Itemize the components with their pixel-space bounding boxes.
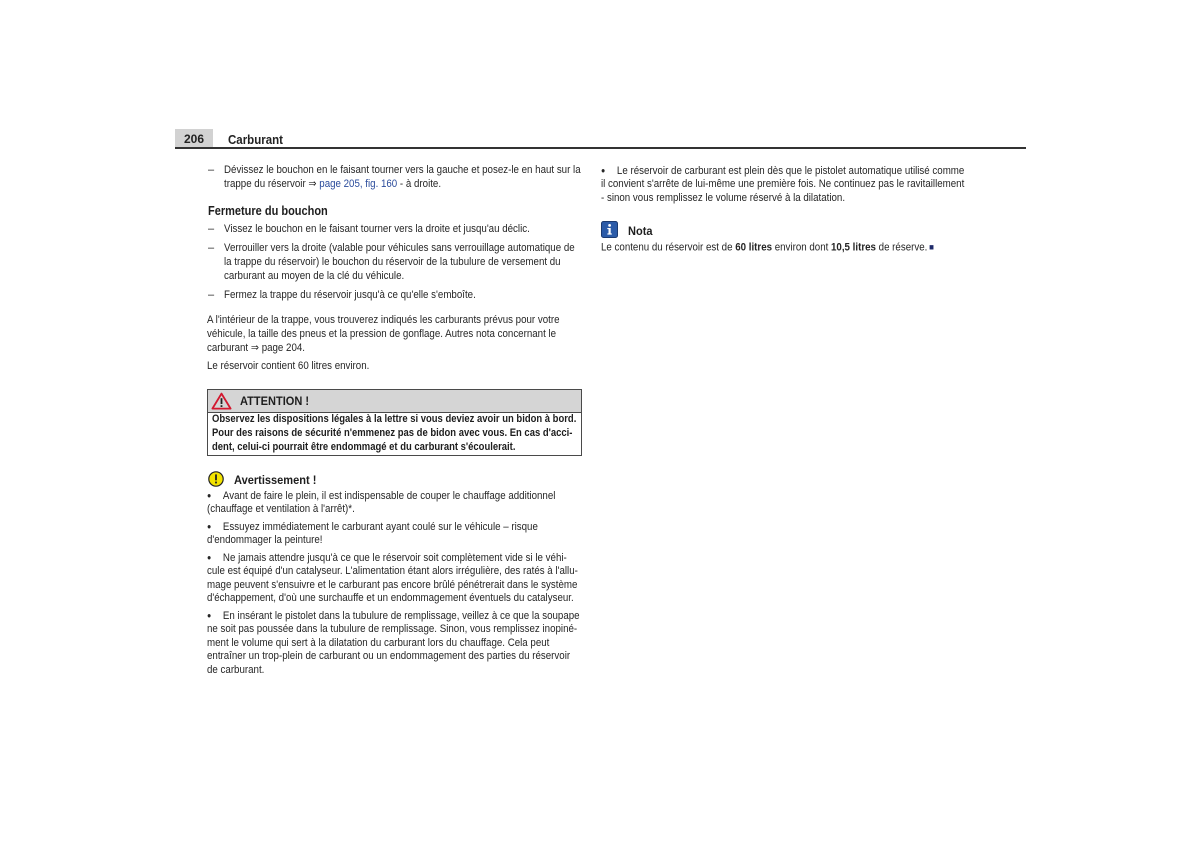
text-segment: Essuyez immédiatement le carburant ayant coulé sur le véhicule – risque [222,521,538,533]
end-of-section-mark: ■ [929,242,934,252]
text-line: entraîner un trop-plein de carburant ou un endommagement des parties du réservoir [207,650,571,663]
text-line [207,520,539,534]
text-line: d'échappement, d'où une surchauffe et un endommagement éventuels du catalyseur. [207,592,574,605]
text-line [207,609,580,623]
text-line: Vissez le bouchon en le faisant tourner vers la droite et jusqu'au déclic. [224,223,530,235]
text-line: cule est équipé d'un catalyseur. L'alimentation étant alors irrégulière, des ratés à l'allu- [207,564,578,577]
text-segment: Le contenu du réservoir est de [601,241,736,254]
cross-reference-link[interactable]: page 205, fig. 160 [319,177,398,190]
text-segment: trappe du réservoir ⇒ [224,177,320,190]
page-number: 206 [175,129,213,148]
text-segment: environ dont [772,241,832,254]
text-line: de carburant. [207,664,265,676]
text-segment: En insérant le pistolet dans la tubulure de remplissage, veillez à ce que la soupape [222,610,580,622]
closing-step [207,242,582,283]
text-line: ment le volume qui sert à la dilatation du carburant lors du chauffage. Cela peut [207,636,550,649]
bullet-marker: ● [207,522,212,531]
bullet-marker: ● [207,491,212,500]
attention-box [207,389,582,456]
step-dash: – [208,223,215,235]
text-line: d'endommager la peinture! [207,533,323,546]
reserve-capacity-value: 10,5 litres [831,241,876,254]
text-segment: Avant de faire le plein, il est indispensable de couper le chauffage additionnel [222,490,556,502]
caution-title: Avertissement ! [234,473,317,487]
closing-step [207,223,582,237]
note-title: Nota [628,224,653,238]
capacity-paragraph [207,360,582,374]
note-paragraph [601,241,976,255]
text-line: la trappe du réservoir) le bouchon du réservoir de la tubulure de versement du [224,255,561,268]
caution-bullet [207,520,582,548]
caution-exclamation-icon [208,471,224,487]
bullet-marker: ● [207,611,212,620]
text-line [601,241,933,255]
text-line: Fermez la trappe du réservoir jusqu'à ce qu'elle s'emboîte. [224,289,476,301]
caution-bullet [207,489,582,517]
warning-triangle-icon [211,392,232,410]
text-segment: Ne jamais attendre jusqu'à ce que le réservoir soit complètement vide si le véhi- [222,552,567,564]
info-icon [601,221,618,238]
text-line [207,489,556,503]
text-line: Pour des raisons de sécurité n'emmenez pas de bidon avec vous. En cas d'acci- [212,426,573,439]
text-line: carburant ⇒ page 204. [207,341,306,354]
step-text [224,223,582,237]
text-line: véhicule, la taille des pneus et la pression de gonflage. Autres nota concernant le [207,327,557,340]
text-line [224,178,541,192]
text-line: (chauffage et ventilation à l'arrêt)*. [207,502,355,515]
closing-heading: Fermeture du bouchon [208,204,328,218]
text-line: Le réservoir contient 60 litres environ. [207,360,370,372]
step-unscrew-cap [207,164,582,192]
info-paragraph [207,314,582,355]
refuel-tip-bullet [601,164,976,205]
closing-step [207,289,582,303]
text-line: Dévissez le bouchon en le faisant tourner vers la gauche et posez-le en haut sur la [224,164,581,176]
text-line: A l'intérieur de la trappe, vous trouverez indiqués les carburants prévus pour votre [207,314,560,326]
section-title: Carburant [228,133,283,147]
text-line [207,551,567,565]
text-line: - sinon vous remplissez le volume réservé à la dilatation. [601,191,846,204]
attention-title: ATTENTION ! [240,394,310,408]
text-line: il convient s'arrête de lui-même une première fois. Ne continuez pas le ravitaillement [601,177,965,190]
fuel-capacity-value: 60 litres [735,241,773,254]
text-segment: de réserve. [875,241,928,254]
caution-bullet [207,551,582,606]
attention-body [208,413,581,454]
text-line [601,164,965,178]
step-dash: – [208,289,215,301]
step-dash: – [208,242,215,254]
text-segment: - à droite. [397,177,442,190]
text-line: carburant au moyen de la clé du véhicule. [224,269,405,282]
text-line: ne soit pas poussée dans la tubulure de remplissage. Sinon, vous remplissez inopiné- [207,622,578,635]
step-text [224,289,582,303]
text-line: Verrouiller vers la droite (valable pour véhicules sans verrouillage automatique de [224,242,575,254]
header-rule [175,147,1026,149]
text-segment: Le réservoir de carburant est plein dès que le pistolet automatique utilisé comme [616,165,965,177]
step-text [224,242,582,283]
caution-bullet [207,609,582,678]
text-line: Observez les dispositions légales à la lettre si vous deviez avoir un bidon à bord. [212,413,577,425]
bullet-marker: ● [207,553,212,562]
text-line: dent, celui-ci pourrait être endommagé et du carburant s'écoulerait. [212,440,516,453]
bullet-marker: ● [601,166,606,175]
step-text [224,164,582,192]
step-dash: – [208,164,215,176]
attention-header [208,390,581,413]
text-line: mage peuvent s'ensuivre et le carburant pas encore brûlé pénétrerait dans le système [207,578,578,591]
